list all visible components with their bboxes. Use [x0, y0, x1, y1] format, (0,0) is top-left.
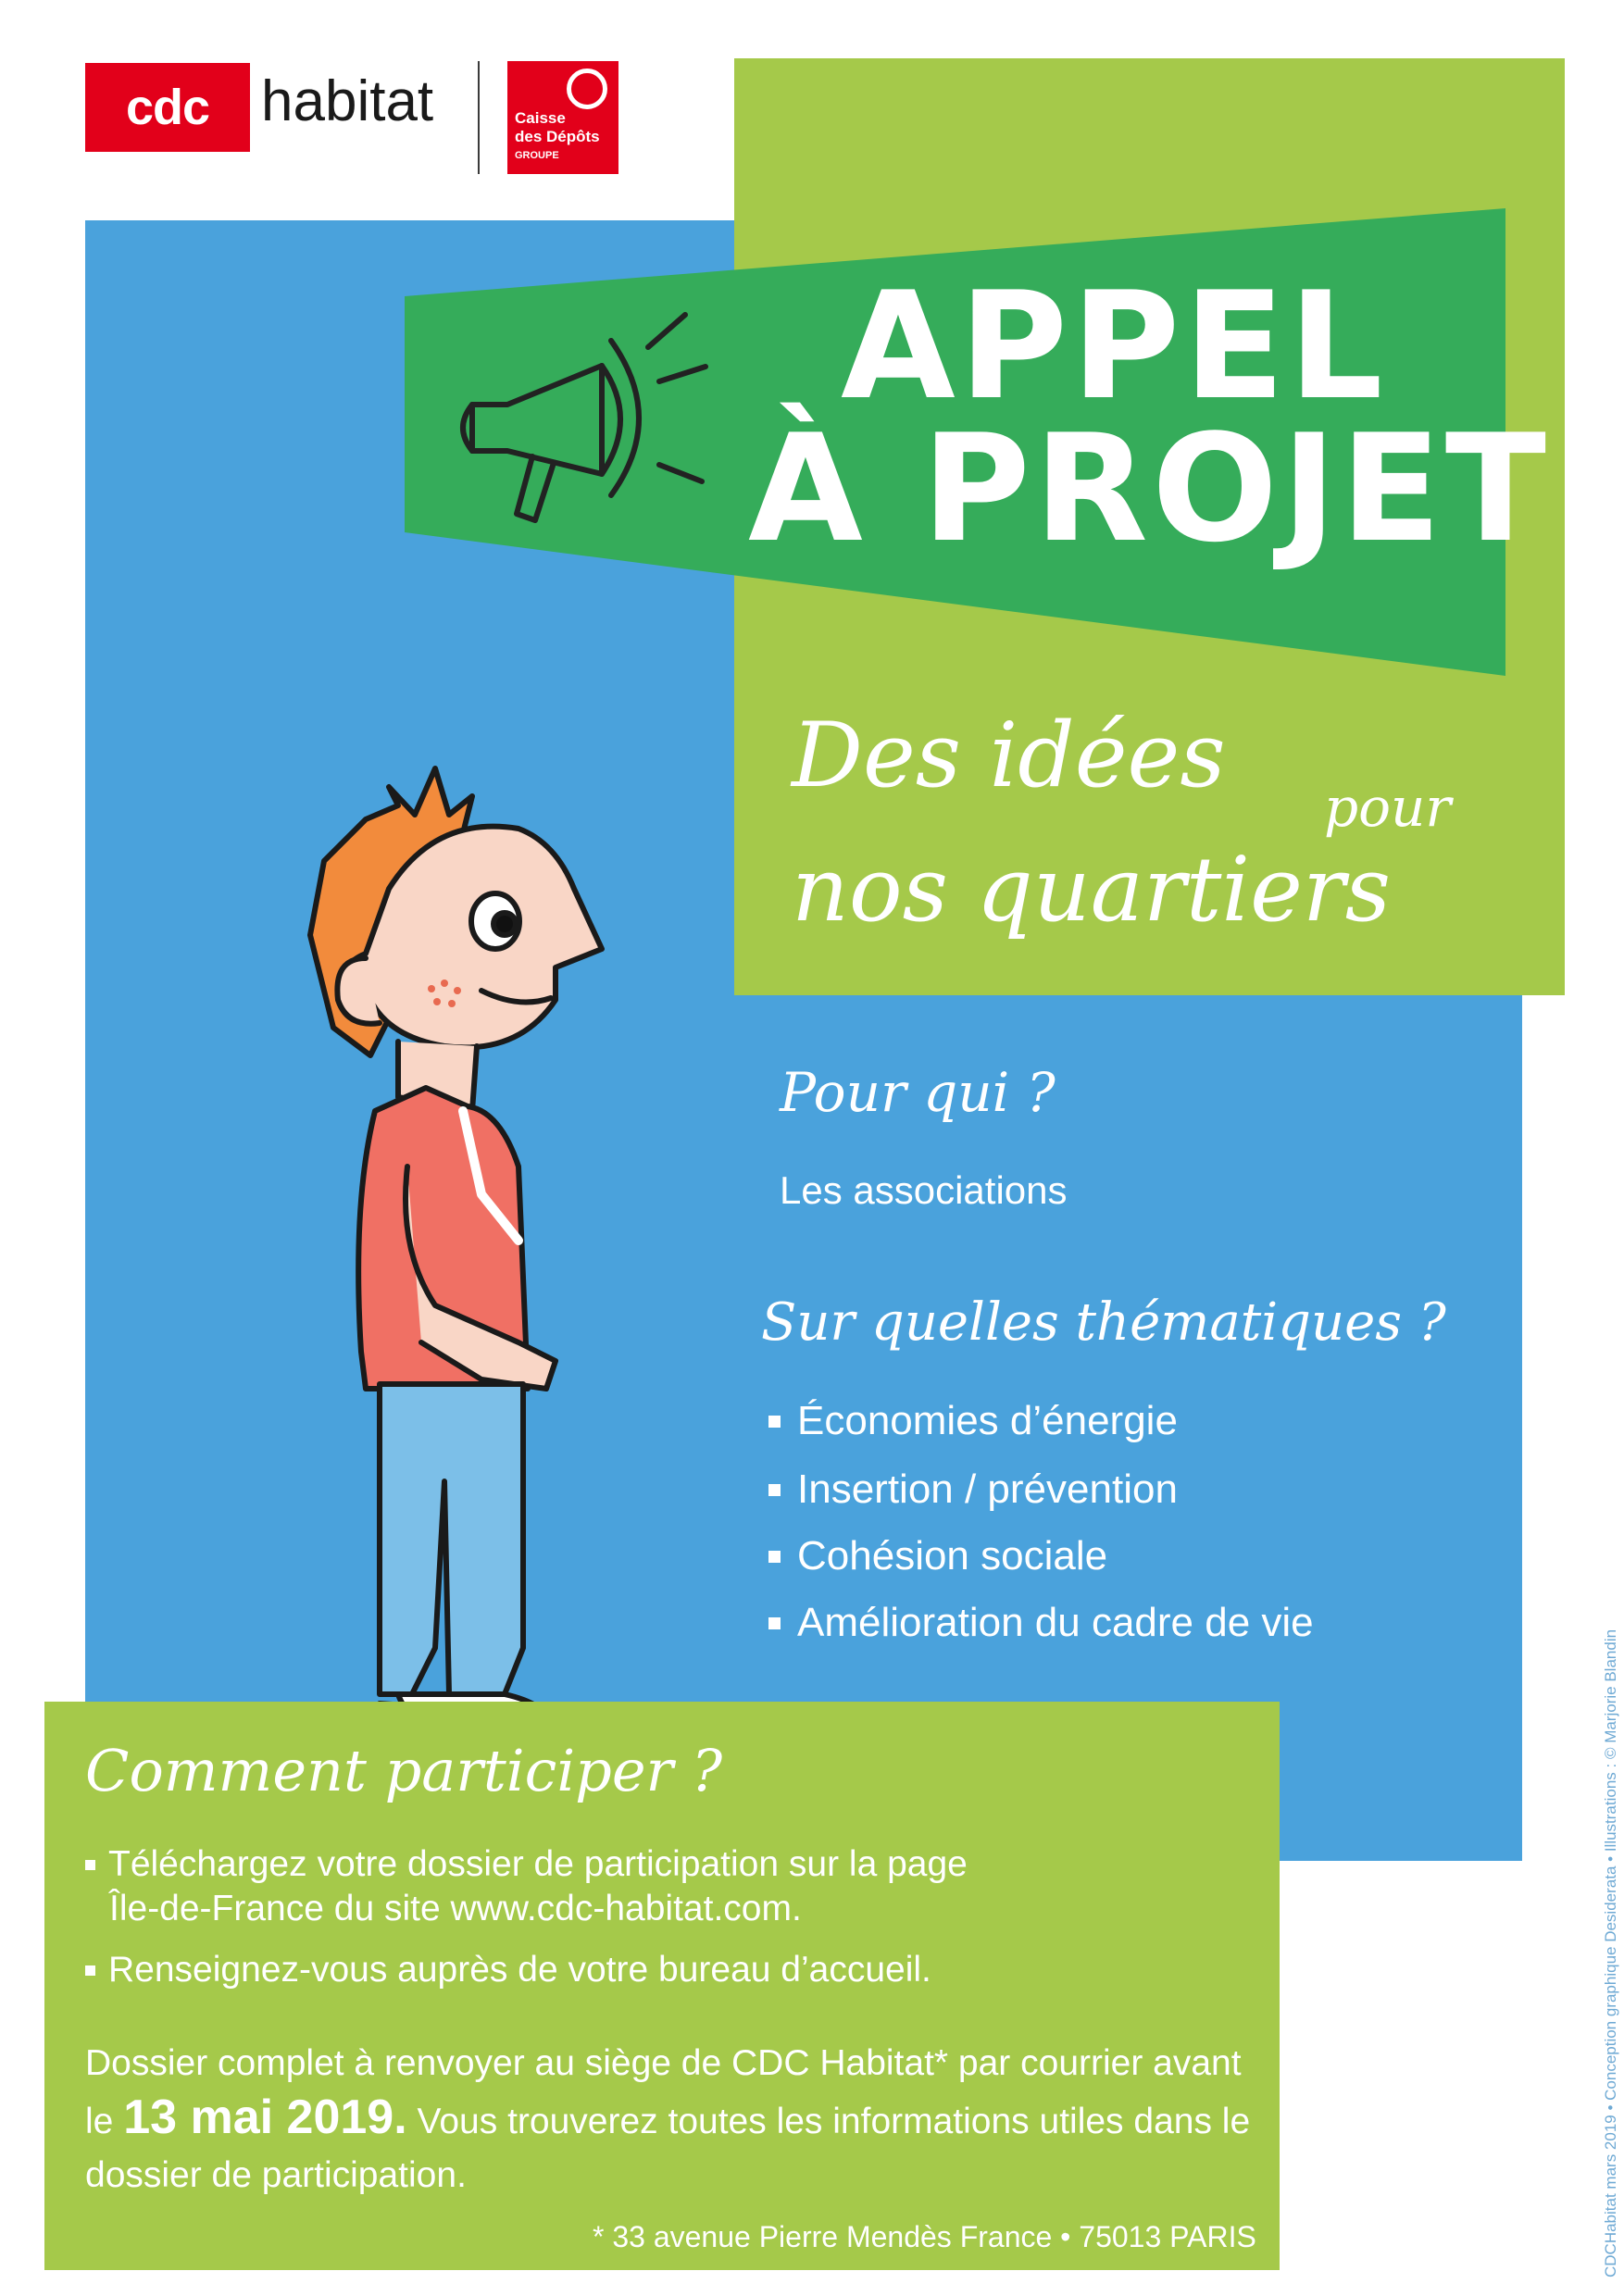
theme-item: [768, 1600, 1314, 1646]
deadline-paragraph: [85, 2037, 1270, 2202]
bullet-icon: [85, 1860, 95, 1870]
pour-qui-heading: Pour qui ?: [780, 1061, 1056, 1124]
theme-item: [768, 1533, 1107, 1579]
credits-text: CDCHabitat mars 2019 • Conception graphique Desiderata • Illustrations : © Marjorie Blandin: [1602, 1628, 1619, 2277]
step-1-line-2: Île-de-France du site www.cdc-habitat.com.: [109, 1889, 802, 1928]
address-note: * 33 avenue Pierre Mendès France • 75013 PARIS: [593, 2220, 1256, 2253]
bullet-icon: [768, 1551, 781, 1563]
subtitle-part-1b: pour: [1324, 776, 1452, 839]
step-2-text: Renseignez-vous auprès de votre bureau d’accueil.: [108, 1950, 931, 1990]
title-line-1: APPEL: [841, 259, 1387, 432]
theme-label: Économies d’énergie: [797, 1398, 1178, 1443]
pour-qui-value: Les associations: [780, 1168, 1068, 1212]
caisse-depots-line1: Caisse: [515, 109, 566, 127]
bullet-icon: [768, 1484, 781, 1496]
theme-label: Cohésion sociale: [797, 1533, 1108, 1578]
deadline-after: Vous trouverez toutes les informations utiles dans le dossier de participation.: [85, 2102, 1251, 2195]
deadline-date: 13 mai 2019.: [123, 2090, 407, 2144]
theme-label: Amélioration du cadre de vie: [797, 1600, 1314, 1645]
subtitle-part-2: nos quartiers: [792, 838, 1392, 942]
bullet-icon: [85, 1965, 95, 1976]
themes-heading: Sur quelles thématiques ?: [761, 1292, 1446, 1353]
bullet-icon: [768, 1416, 781, 1428]
theme-label: Insertion / prévention: [797, 1466, 1178, 1512]
caisse-depots-line3: GROUPE: [515, 150, 559, 161]
step-1-line-1: Téléchargez votre dossier de participation sur la page: [108, 1844, 968, 1884]
participation-heading: Comment participer ?: [85, 1737, 723, 1804]
subtitle-part-1: Des idées: [792, 704, 1226, 807]
bullet-icon: [768, 1617, 781, 1629]
participation-step-2: [85, 1950, 931, 1990]
cdc-logo-name: habitat: [261, 69, 434, 133]
theme-item: [768, 1466, 1178, 1513]
theme-item: [768, 1398, 1178, 1444]
caisse-depots-line2: des Dépôts: [515, 128, 600, 145]
character-illustration: [310, 768, 602, 1731]
cdc-logo-text: cdc: [125, 80, 210, 135]
deadline-before: Dossier complet à renvoyer au siège de CDC Habitat* par courrier avant le: [85, 2043, 1242, 2141]
title-line-2: À PROJET: [748, 402, 1550, 575]
participation-step-1: [85, 1844, 968, 1885]
